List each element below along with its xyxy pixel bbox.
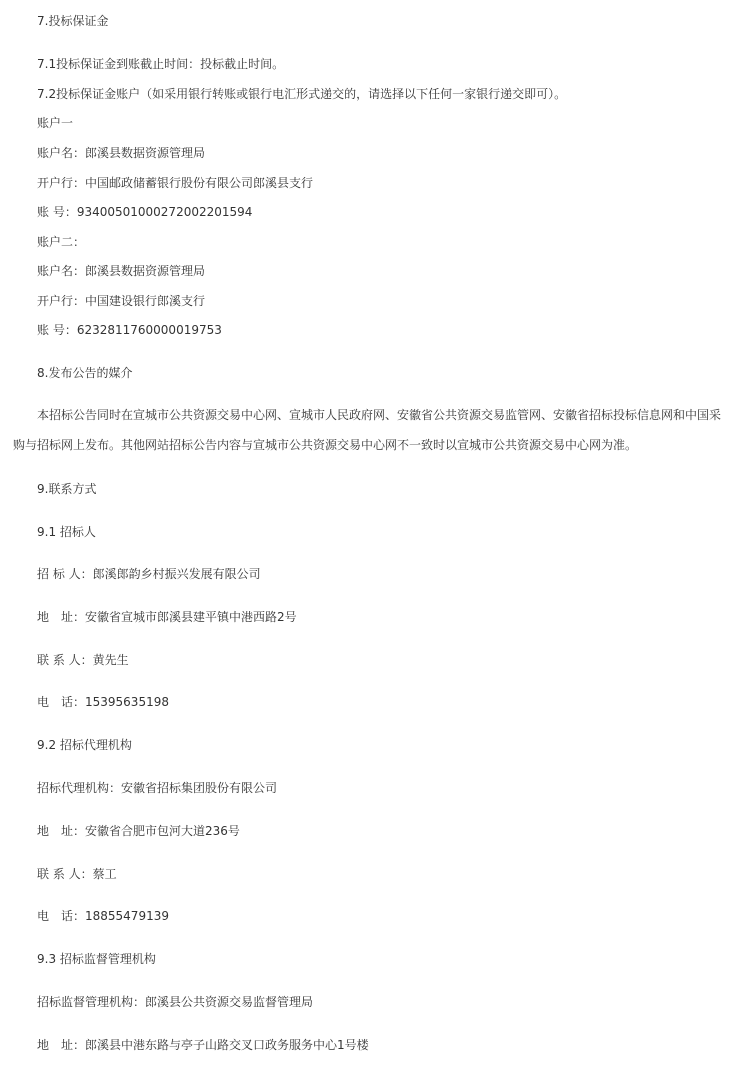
agency-name: 招标代理机构：安徽省招标集团股份有限公司 [37,781,278,795]
tenderer-contact: 联 系 人：黄先生 [37,653,129,667]
account-2-title: 账户二： [37,235,86,249]
tenderer-address: 地 址：安徽省宣城市郎溪县建平镇中港西路2号 [37,610,297,624]
section-9-3-heading: 9.3 招标监督管理机构 [37,952,156,966]
section-8-heading: 8.发布公告的媒介 [37,366,133,380]
account-2-name: 账户名：郎溪县数据资源管理局 [37,264,206,278]
tenderer-name: 招 标 人：郎溪郎韵乡村振兴发展有限公司 [37,567,261,581]
account-intro-line: 7.2投标保证金账户（如采用银行转账或银行电汇形式递交的，请选择以下任何一家银行递交即可）。 [37,87,567,101]
account-1-number: 账 号：93400501000272002201594 [37,205,253,219]
section-7-heading: 7.投标保证金 [37,14,109,28]
account-1-name: 账户名：郎溪县数据资源管理局 [37,146,206,160]
supervisor-name: 招标监督管理机构：郎溪县公共资源交易监督管理局 [37,995,314,1009]
agency-phone: 电 话：18855479139 [37,909,169,923]
account-2-number: 账 号：6232811760000019753 [37,323,222,337]
tenderer-phone: 电 话：15395635198 [37,695,169,709]
section-9-2-heading: 9.2 招标代理机构 [37,738,132,752]
supervisor-address: 地 址：郎溪县中港东路与亭子山路交叉口政务服务中心1号楼 [37,1038,369,1052]
section-9-heading: 9.联系方式 [37,482,97,496]
account-2-bank: 开户行：中国建设银行郎溪支行 [37,294,206,308]
account-1-bank: 开户行：中国邮政储蓄银行股份有限公司郎溪县支行 [37,176,314,190]
agency-contact: 联 系 人：蔡工 [37,867,117,881]
deadline-line: 7.1投标保证金到账截止时间：投标截止时间。 [37,57,285,71]
agency-address: 地 址：安徽省合肥市包河大道236号 [37,824,240,838]
section-9-1-heading: 9.1 招标人 [37,525,96,539]
account-1-title: 账户一 [37,116,74,130]
media-paragraph: 本招标公告同时在宣城市公共资源交易中心网、宣城市人民政府网、安徽省公共资源交易监管网、安徽省招标投标信息网和中国采购与招标网上发布。其他网站招标公告内容与宣城市公共资源交易中心网不一致时以宣城市公共资源交易中心网为准。 [13,408,722,452]
